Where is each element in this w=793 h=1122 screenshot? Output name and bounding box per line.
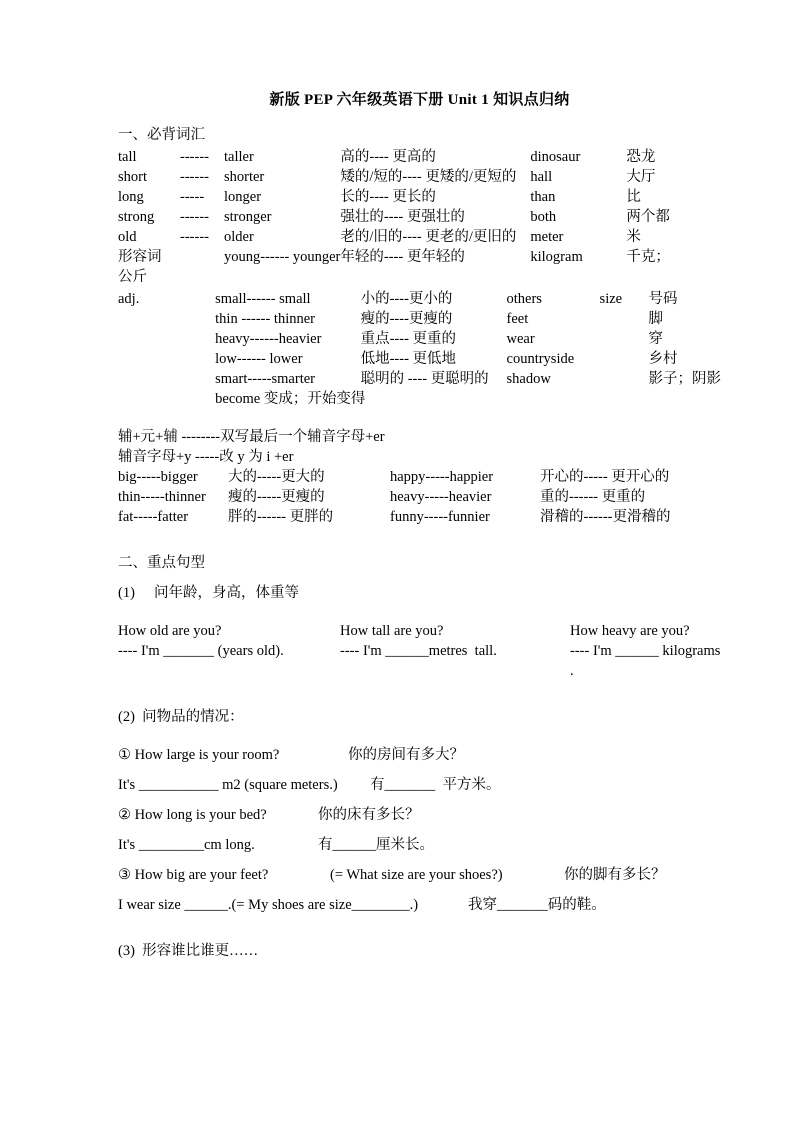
word-base: tall xyxy=(118,149,137,165)
table-row xyxy=(118,775,721,795)
rule-double-consonant: 辅+元+辅 --------双写最后一个辅音字母+er xyxy=(118,429,385,445)
adj-pair: small------ small xyxy=(215,291,311,307)
extra-word-cn: 脚 xyxy=(648,311,663,327)
extra-word-en: shadow xyxy=(506,371,551,387)
answer-weight: ---- I'm ______ kilograms . xyxy=(570,643,725,679)
word-base: long xyxy=(118,189,144,205)
adj-meaning: 低地---- 更低地 xyxy=(360,351,457,367)
word-comparative: young------ younger xyxy=(224,249,341,265)
extra-word-en-2 xyxy=(600,349,649,369)
question-how-tall: How tall are you? xyxy=(340,623,444,639)
table-row xyxy=(118,289,721,309)
question-feet-big-cn: 你的脚有多长？ xyxy=(564,867,666,883)
answer-age: ---- I'm _______ (years old). xyxy=(118,643,284,659)
extra-word-en-2 xyxy=(600,329,649,349)
spacer xyxy=(176,309,215,329)
spacer xyxy=(118,389,176,409)
word-dash xyxy=(180,247,224,267)
spacer xyxy=(176,349,215,369)
answer-bed-long: It's _________cm long. xyxy=(118,837,255,853)
question-how-heavy: How heavy are you? xyxy=(570,623,690,639)
question-bed-long: ② How long is your bed? xyxy=(118,807,267,823)
table-row xyxy=(118,329,721,349)
question-row-age xyxy=(118,621,721,641)
extra-word-cn: 影子；阴影 xyxy=(648,371,721,387)
section-heading-sentences: 二、重点句型 xyxy=(118,555,205,571)
example-pair-a: fat-----fatter xyxy=(118,509,189,525)
answer-feet-size xyxy=(118,895,721,915)
extra-word-en-2 xyxy=(600,309,649,329)
extra-word-cn: 比 xyxy=(626,189,641,205)
item-1-heading xyxy=(118,583,721,603)
table-row xyxy=(118,583,721,603)
extra-word-en-2 xyxy=(600,369,649,389)
qa-room-size xyxy=(118,745,721,765)
vocab-tail-text: 公斤 xyxy=(118,269,147,285)
vocabulary-table xyxy=(118,147,721,267)
word-base: old xyxy=(118,229,137,245)
word-base: strong xyxy=(118,209,155,225)
word-comparative: shorter xyxy=(224,169,265,185)
spacer xyxy=(176,389,215,409)
table-row xyxy=(118,805,721,825)
spacer xyxy=(176,329,215,349)
word-meaning: 年轻的---- 更年轻的 xyxy=(340,249,465,265)
answer-room-large-cn: 有_______ 平方米。 xyxy=(370,777,501,793)
table-row xyxy=(118,349,721,369)
extra-word-cn: 两个都 xyxy=(626,209,670,225)
question-shoe-size: (= What size are your shoes?) xyxy=(330,867,503,883)
table-row xyxy=(118,865,721,885)
answer-shoe-size-cn: 我穿_______码的鞋。 xyxy=(468,897,606,913)
extra-word-en: wear xyxy=(506,331,535,347)
example-meaning-b: 重的------ 更重的 xyxy=(540,489,646,505)
example-pair-b: heavy-----heavier xyxy=(390,489,492,505)
spacer xyxy=(176,369,215,389)
table-row xyxy=(118,487,721,507)
word-meaning: 老的/旧的---- 更老的/更旧的 xyxy=(340,229,517,245)
example-pair-b: happy-----happier xyxy=(390,469,494,485)
extra-word-en-2: size xyxy=(599,291,623,307)
adj-meaning: 重点---- 更重的 xyxy=(360,331,457,347)
example-meaning-b: 开心的----- 更开心的 xyxy=(540,469,670,485)
adj-pair: smart-----smarter xyxy=(215,371,315,387)
table-row xyxy=(118,621,721,641)
adj-meaning: 瘦的----更瘦的 xyxy=(360,311,453,327)
item-2-label: (2) 问物品的情况： xyxy=(118,709,244,725)
word-dash: ------ xyxy=(180,229,209,245)
extra-word-en: kilogram xyxy=(530,249,583,265)
extra-word-en: countryside xyxy=(506,351,575,367)
example-pair-b: funny-----funnier xyxy=(390,509,490,525)
table-row xyxy=(118,147,721,167)
extra-word-en: hall xyxy=(530,169,553,185)
example-meaning-a: 大的-----更大的 xyxy=(228,469,325,485)
example-pair-a: thin-----thinner xyxy=(118,489,206,505)
word-dash: ------ xyxy=(180,169,209,185)
example-meaning-a: 瘦的-----更瘦的 xyxy=(228,489,325,505)
table-row xyxy=(118,167,721,187)
spacer xyxy=(176,289,215,309)
table-row xyxy=(118,227,721,247)
table-row xyxy=(118,745,721,765)
extra-word-cn: 恐龙 xyxy=(626,149,656,165)
adj-pair: become 变成；开始变得 xyxy=(215,391,366,407)
adjective-table xyxy=(118,289,721,409)
table-row xyxy=(118,895,721,915)
item-3-label: (3) 形容谁比谁更…… xyxy=(118,943,259,959)
section-heading-vocabulary: 一、必背词汇 xyxy=(118,127,205,143)
answer-shoe-size: I wear size ______.(= My shoes are size________.) xyxy=(118,897,419,913)
answer-room-large: It's ___________ m2 (square meters.) xyxy=(118,777,338,793)
page-title: 新版 PEP 六年级英语下册 Unit 1 知识点归纳 xyxy=(269,92,570,108)
extra-word-cn: 米 xyxy=(626,229,641,245)
word-base: short xyxy=(118,169,147,185)
table-row xyxy=(118,207,721,227)
item-1-label: (1) xyxy=(118,585,135,601)
question-how-old: How old are you? xyxy=(118,623,222,639)
example-meaning-b: 滑稽的------更滑稽的 xyxy=(540,509,671,525)
word-dash: ------ xyxy=(180,209,209,225)
answer-room-size xyxy=(118,775,721,795)
table-row xyxy=(118,389,721,409)
qa-feet-size xyxy=(118,865,721,885)
word-comparative: older xyxy=(224,229,254,245)
question-feet-big: ③ How big are your feet? xyxy=(118,867,269,883)
answer-bed-long-cn: 有______厘米长。 xyxy=(318,837,434,853)
extra-word-cn: 号码 xyxy=(648,291,678,307)
extra-word-en: feet xyxy=(506,311,529,327)
table-row xyxy=(118,835,721,855)
example-meaning-a: 胖的------ 更胖的 xyxy=(228,509,334,525)
spacer xyxy=(118,309,176,329)
word-base: 形容词 xyxy=(118,249,162,265)
table-row xyxy=(118,187,721,207)
table-row xyxy=(118,507,721,527)
word-comparative: stronger xyxy=(224,209,272,225)
extra-word-en: meter xyxy=(530,229,564,245)
item-1-title: 问年龄，身高，体重等 xyxy=(154,585,299,601)
question-room-large-cn: 你的房间有多大？ xyxy=(348,747,464,763)
word-meaning: 长的---- 更长的 xyxy=(340,189,436,205)
extra-word-cn: 穿 xyxy=(648,331,663,347)
adj-pair: heavy------heavier xyxy=(215,331,322,347)
word-dash: ------ xyxy=(180,149,209,165)
extra-word-en: than xyxy=(530,189,556,205)
adj-meaning: 聪明的 ---- 更聪明的 xyxy=(360,371,489,387)
rule-examples-table xyxy=(118,467,721,527)
extra-word-cn: 大厅 xyxy=(626,169,656,185)
rule-y-to-i: 辅音字母+y -----改 y 为 i +er xyxy=(118,449,294,465)
answer-bed-length xyxy=(118,835,721,855)
word-meaning: 强壮的---- 更强壮的 xyxy=(340,209,465,225)
table-row xyxy=(118,309,721,329)
qa-bed-length xyxy=(118,805,721,825)
table-row xyxy=(118,467,721,487)
word-meaning: 高的---- 更高的 xyxy=(340,149,436,165)
answer-row-age xyxy=(118,641,725,681)
adj-pair: low------ lower xyxy=(215,351,303,367)
word-comparative: taller xyxy=(224,149,254,165)
table-row xyxy=(118,369,721,389)
extra-word-cn: 千克； xyxy=(626,249,670,265)
word-dash: ----- xyxy=(180,189,205,205)
table-row xyxy=(118,641,721,681)
extra-word-en: others xyxy=(506,291,542,307)
answer-height: ---- I'm ______metres tall. xyxy=(340,643,497,659)
extra-word-en: both xyxy=(530,209,557,225)
extra-word-en: dinosaur xyxy=(530,149,581,165)
table-row xyxy=(118,247,721,267)
spacer xyxy=(118,329,176,349)
question-bed-long-cn: 你的床有多长？ xyxy=(318,807,420,823)
adj-pair: thin ------ thinner xyxy=(215,311,316,327)
spacer xyxy=(118,349,176,369)
extra-word-cn: 乡村 xyxy=(648,351,678,367)
adj-label: adj. xyxy=(118,291,140,307)
word-comparative: longer xyxy=(224,189,262,205)
question-room-large: ① How large is your room? xyxy=(118,747,280,763)
word-meaning: 矮的/短的---- 更矮的/更短的 xyxy=(340,169,517,185)
example-pair-a: big-----bigger xyxy=(118,469,198,485)
adj-meaning: 小的----更小的 xyxy=(360,291,453,307)
spacer xyxy=(118,369,176,389)
